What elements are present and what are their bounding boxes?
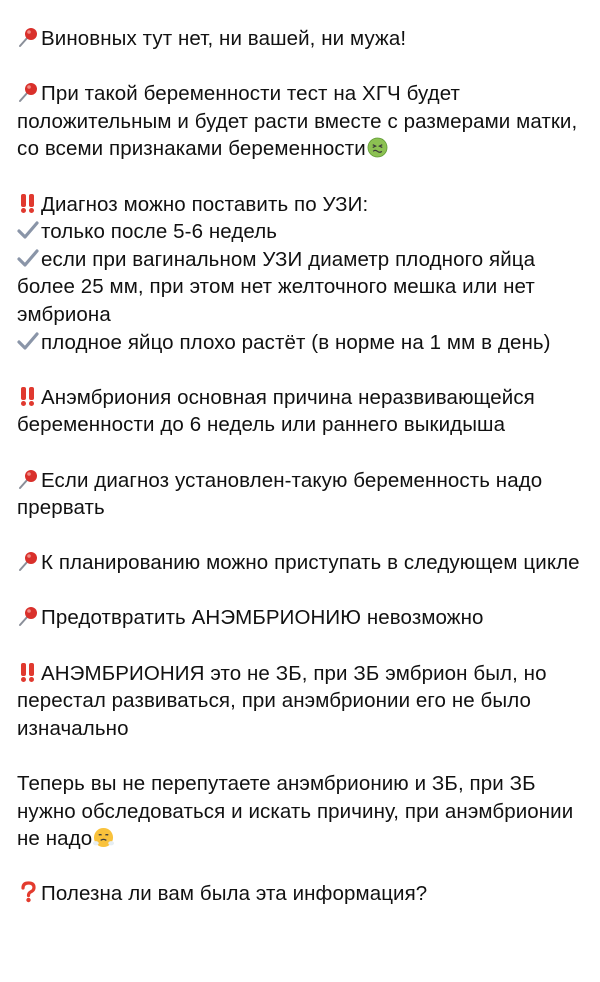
double-exclamation-icon	[17, 385, 39, 407]
double-exclamation-icon	[17, 192, 39, 214]
paragraph-1-text: Виновных тут нет, ни вашей, ни мужа!	[41, 27, 407, 50]
paragraph-5	[17, 467, 587, 522]
paragraph-3-item-1: только после 5-6 недель	[41, 220, 278, 244]
paragraph-7	[17, 604, 587, 632]
nauseated-face-icon	[367, 137, 388, 158]
paragraph-9	[17, 770, 587, 853]
check-icon	[17, 330, 39, 352]
paragraph-4-text: Анэмбриония основная причина неразвивающейся беременности до 6 недель или раннего выкидыша	[17, 385, 535, 437]
face-with-steam-icon	[93, 827, 114, 848]
pushpin-icon	[17, 468, 39, 490]
pushpin-icon	[17, 550, 39, 572]
paragraph-2	[17, 80, 587, 163]
paragraph-7-text: Предотвратить АНЭМБРИОНИЮ невозможно	[41, 606, 484, 630]
paragraph-8	[17, 660, 587, 743]
paragraph-1	[17, 25, 587, 53]
check-icon	[17, 219, 39, 241]
paragraph-5-text: Если диагноз установлен-такую беременность надо прервать	[17, 468, 543, 520]
paragraph-3-item-2: если при вагинальном УЗИ диаметр плодного яйца более 25 мм, при этом нет желточного мешка или нет эмбриона	[17, 247, 536, 326]
paragraph-4	[17, 384, 587, 439]
paragraph-10	[17, 880, 587, 908]
paragraph-6-text: К планированию можно приступать в следующем цикле	[41, 551, 580, 575]
paragraph-10-text: Полезна ли вам была эта информация?	[41, 882, 428, 906]
double-exclamation-icon	[17, 661, 39, 683]
pushpin-icon	[17, 605, 39, 627]
paragraph-8-text: АНЭМБРИОНИЯ это не ЗБ, при ЗБ эмбрион был, но перестал развиваться, при анэмбрионии его не было изначально	[17, 661, 547, 740]
paragraph-3-title: Диагноз можно поставить по УЗИ:	[41, 192, 369, 216]
paragraph-6	[17, 549, 587, 577]
paragraph-3	[17, 191, 587, 357]
paragraph-3-item-3: плодное яйцо плохо растёт (в норме на 1 мм в день)	[41, 330, 551, 354]
pushpin-icon	[17, 81, 39, 103]
check-icon	[17, 247, 39, 269]
post-text	[17, 25, 587, 936]
paragraph-9-text: Теперь вы не перепутаете анэмбрионию и ЗБ, при ЗБ нужно обследоваться и искать причину, при анэмбрионии не надо	[17, 772, 574, 851]
paragraph-2-text: При такой беременности тест на ХГЧ будет положительным и будет расти вместе с размерами матки, со всеми признаками беременности	[17, 82, 578, 161]
pushpin-icon	[17, 26, 39, 48]
question-mark-icon	[17, 881, 39, 903]
